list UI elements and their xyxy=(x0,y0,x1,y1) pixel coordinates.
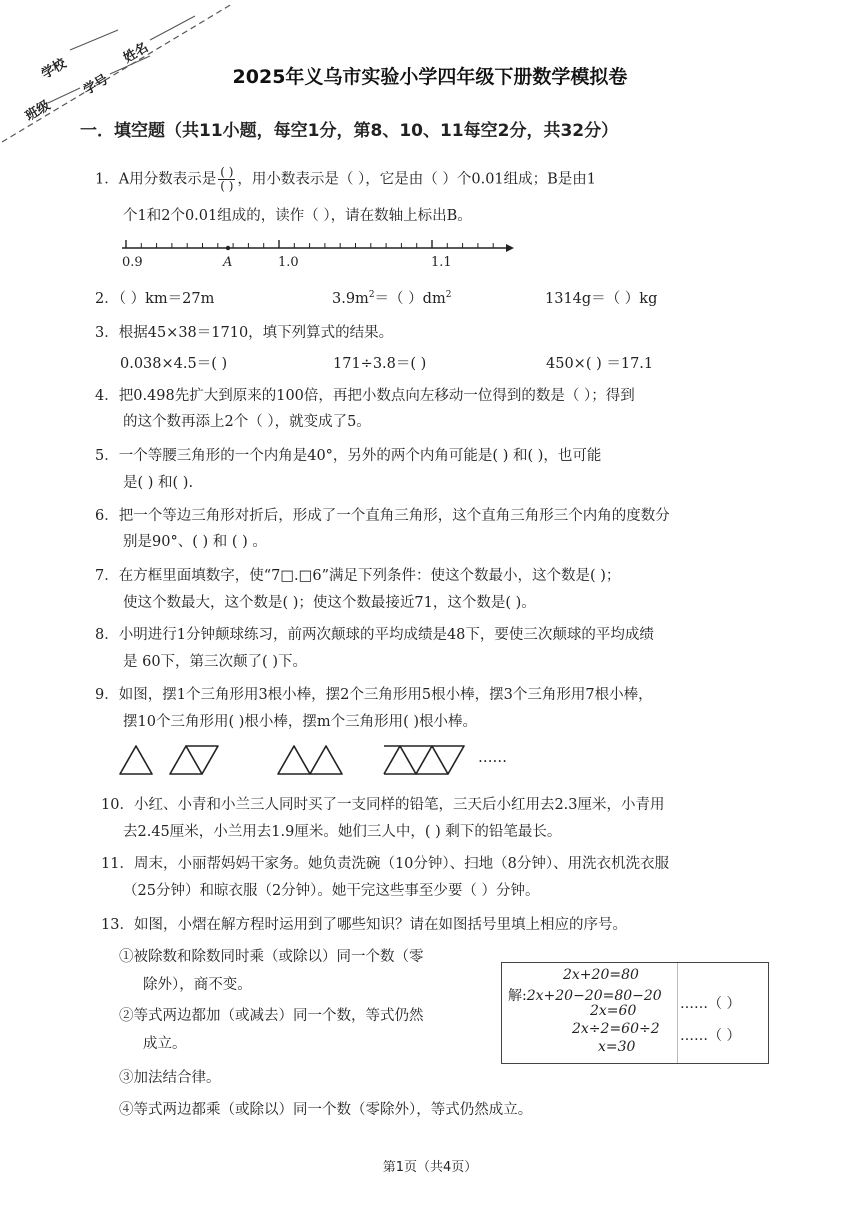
question-13: 13．如图，小熠在解方程时运用到了哪些知识？请在如图括号里填上相应的序号。 xyxy=(101,917,627,933)
q3-calc-b: 171÷3.8＝( ) xyxy=(333,356,427,372)
question-6: 6．把一个等边三角形对折后，形成了一个直角三角形，这个直角三角形三个内角的度数分 xyxy=(95,508,670,524)
equation-line-3: 2x=60 xyxy=(590,1003,637,1019)
school-label: 学校 xyxy=(39,56,70,83)
label-1-1: 1.1 xyxy=(431,255,452,270)
q3-calc-a: 0.038×4.5＝( ) xyxy=(120,356,228,372)
question-9: 9．如图，摆1个三角形用3根小棒，摆2个三角形用5根小棒，摆3个三角形用7根小棒， xyxy=(95,687,653,703)
label-0-9: 0.9 xyxy=(122,255,143,270)
question-5: 5．一个等腰三角形的一个内角是40°，另外的两个内角可能是( ) 和( )，也可能 xyxy=(95,448,602,464)
equation-line-2 xyxy=(508,985,662,1005)
equation-line-1: 2x+20=80 xyxy=(563,967,639,983)
q2-part-b: 3.9m xyxy=(332,291,369,307)
q1-denominator: ( ) xyxy=(220,179,234,193)
question-2-b xyxy=(332,287,451,308)
student-id-label: 学号 xyxy=(81,72,112,99)
question-10: 10．小红、小青和小兰三人同时买了一支同样的铅笔，三天后小红用去2.3厘米，小青用 xyxy=(101,797,665,813)
triangle-group-1 xyxy=(120,746,152,774)
section-heading: 一．填空题（共11小题，每空1分，第8、10、11每空2分，共32分） xyxy=(80,121,619,141)
q1-text-b: ，用小数表示是（ ），它是由（ ）个0.01组成；B是由1 xyxy=(237,171,597,188)
option-2: ②等式两边都加（或减去）同一个数，等式仍然 xyxy=(119,1008,424,1024)
solve-prefix: 解: xyxy=(508,988,527,1004)
question-11: 11．周末，小丽帮妈妈干家务。她负责洗碗（10分钟）、扫地（8分钟）、用洗衣机洗衣服 xyxy=(101,856,670,872)
question-11-cont: （25分钟）和晾衣服（2分钟）。她干完这些事至少要（ ）分钟。 xyxy=(123,883,540,899)
question-3: 3．根据45×38＝1710，填下列算式的结果。 xyxy=(95,325,394,341)
question-7: 7．在方框里面填数字，使“7□.□6”满足下列条件：使这个数最小，这个数是( )； xyxy=(95,568,621,584)
name-label: 姓名 xyxy=(121,40,152,67)
triangle-group-4 xyxy=(384,746,464,774)
q1-numerator: ( ) xyxy=(220,165,234,179)
triangle-group-2 xyxy=(170,746,218,774)
triangle-sticks-figure xyxy=(116,742,536,778)
question-5-cont: 是( ) 和( ). xyxy=(123,475,194,491)
question-6-cont: 别是90°、( ) 和 ( ) 。 xyxy=(123,534,267,550)
question-2 xyxy=(95,287,214,308)
option-1: ①被除数和除数同时乘（或除以）同一个数（零 xyxy=(119,949,424,965)
question-4: 4．把0.498先扩大到原来的100倍，再把小数点向左移动一位得到的数是（ ）；得到 xyxy=(95,388,635,404)
option-4: ④等式两边都乘（或除以）同一个数（零除外），等式仍然成立。 xyxy=(119,1102,533,1118)
page-footer: 第1页（共4页） xyxy=(382,1160,478,1175)
number-line xyxy=(118,236,518,272)
question-10-cont: 去2.45厘米，小兰用去1.9厘米。她们三人中，( ) 剩下的铅笔最长。 xyxy=(123,824,562,840)
equation-line-4: 2x÷2=60÷2 xyxy=(572,1021,660,1037)
equation-line-5: x=30 xyxy=(598,1039,636,1055)
class-label: 班级 xyxy=(23,98,54,125)
option-1-cont: 除外），商不变。 xyxy=(143,977,252,993)
question-4-cont: 的这个数再添上2个（ ），就变成了5。 xyxy=(123,414,371,430)
label-1-0: 1.0 xyxy=(278,255,299,270)
equation-box xyxy=(501,962,769,1064)
q2-part-a: 2．（ ）km＝27m xyxy=(95,291,215,307)
question-2-d: 1314g＝（ ）kg xyxy=(545,291,658,307)
option-2-cont: 成立。 xyxy=(143,1036,187,1052)
option-3: ③加法结合律。 xyxy=(119,1070,221,1086)
question-7-cont: 使这个数最大，这个数是( )；使这个数最接近71，这个数是( )。 xyxy=(123,595,536,611)
q2-c-sup: 2 xyxy=(445,290,452,301)
equation-blank-2: ……（ ） xyxy=(680,1028,741,1044)
number-line-ticks xyxy=(126,240,493,248)
equation-line-2-expr: 2x+20−20=80−20 xyxy=(526,988,662,1004)
equation-blank-1: ……（ ） xyxy=(680,996,741,1012)
point-a-dot xyxy=(226,246,230,250)
question-9-cont: 摆10个三角形用( )根小棒，摆m个三角形用( )根小棒。 xyxy=(123,714,478,730)
triangle-group-3 xyxy=(278,746,342,774)
q1-text-a: 1．A用分数表示是 xyxy=(95,171,217,188)
question-8: 8．小明进行1分钟颠球练习，前两次颠球的平均成绩是48下，要使三次颠球的平均成绩 xyxy=(95,627,654,643)
q3-calc-c: 450×( ) ＝17.1 xyxy=(546,356,654,372)
question-8-cont: 是 60下，第三次颠了( )下。 xyxy=(123,654,307,670)
q2-part-c: ＝（ ）dm xyxy=(374,291,446,307)
equation-divider xyxy=(677,963,678,1063)
page-title: 2025年义乌市实验小学四年级下册数学模拟卷 xyxy=(232,66,628,88)
q9-ellipsis: …… xyxy=(478,750,507,766)
question-1 xyxy=(95,166,596,193)
label-a: A xyxy=(223,255,233,270)
q1-fraction xyxy=(218,166,235,193)
q2-b-sup: 2 xyxy=(368,290,375,301)
question-1-cont: 个1和2个0.01组成的，读作（ ），请在数轴上标出B。 xyxy=(123,208,472,224)
